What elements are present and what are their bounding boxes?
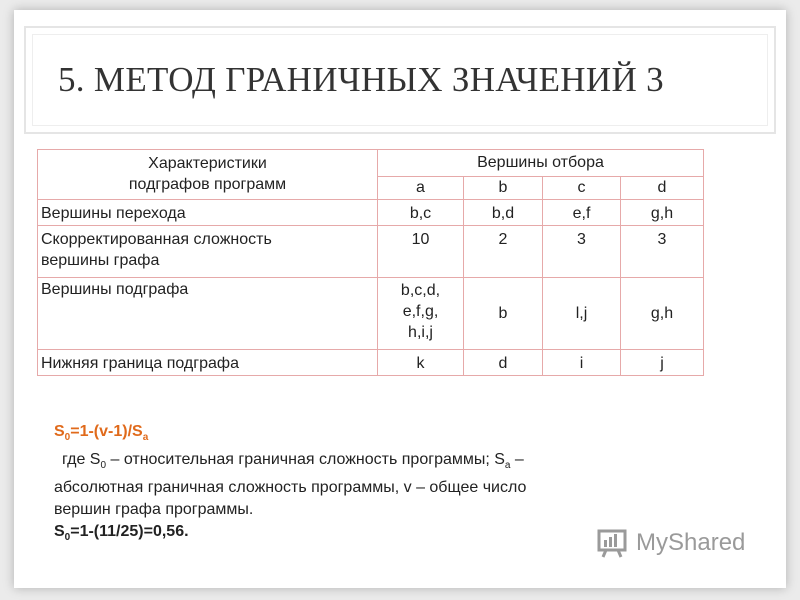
- table-cell: b: [464, 278, 543, 350]
- table-cell: k: [378, 350, 464, 376]
- formula-symbol: S: [54, 423, 65, 440]
- watermark-text: MyShared: [636, 529, 746, 556]
- table-cell: b,d: [464, 200, 543, 226]
- desc-text: где S: [62, 451, 101, 469]
- formula-subscript: a: [142, 432, 149, 444]
- row-label-corrected-complexity: [38, 226, 378, 278]
- row-label-line2: вершины графа: [41, 252, 160, 269]
- row-label-subgraph-lower-bound: Нижняя граница подграфа: [38, 350, 378, 376]
- formula-description: [54, 449, 754, 477]
- table-cell: 3: [543, 226, 621, 278]
- corner-label-line1: Характеристики: [148, 155, 267, 172]
- row-label-subgraph-vertices: Вершины подграфа: [38, 278, 378, 350]
- result-subscript: 0: [64, 532, 71, 544]
- formula-definition: [54, 421, 754, 449]
- column-header-b: b: [464, 177, 543, 200]
- group-header-cell: Вершины отбора: [378, 150, 704, 177]
- slide-title: 5. МЕТОД ГРАНИЧНЫХ ЗНАЧЕНИЙ 3: [58, 60, 664, 99]
- table-cell: [378, 278, 464, 350]
- presentation-board-icon: [596, 528, 630, 558]
- result-symbol: S: [54, 523, 65, 541]
- cell-line: h,i,j: [408, 324, 433, 341]
- table-row: [38, 278, 704, 350]
- row-label-line1: Скорректированная сложность: [41, 231, 272, 248]
- row-label-transition-vertices: Вершины перехода: [38, 200, 378, 226]
- cell-line: b,c,d,: [400, 282, 441, 299]
- table-cell: 2: [464, 226, 543, 278]
- cell-line: e,f,g,: [402, 303, 439, 320]
- column-header-d: d: [621, 177, 704, 200]
- table-cell: e,f: [543, 200, 621, 226]
- characteristics-table: [37, 149, 704, 376]
- table-cell: 10: [378, 226, 464, 278]
- column-header-a: a: [378, 177, 464, 200]
- table-cell: g,h: [621, 278, 704, 350]
- table-row: [38, 200, 704, 226]
- desc-text: – относительная граничная сложность программы; S: [106, 451, 505, 469]
- table-row: [38, 350, 704, 376]
- table-cell: 3: [621, 226, 704, 278]
- table-cell: l,j: [543, 278, 621, 350]
- corner-header-cell: [38, 150, 378, 200]
- desc-subscript: 0: [100, 460, 107, 472]
- formula-description-line3: вершин графа программы.: [54, 501, 254, 519]
- table-cell: d: [464, 350, 543, 376]
- formula-subscript: 0: [64, 432, 71, 444]
- table-cell: j: [621, 350, 704, 376]
- table-row: [38, 226, 704, 278]
- myshared-watermark: [596, 528, 745, 558]
- formula-description-line2: абсолютная граничная сложность программы, v – общее число: [54, 479, 527, 497]
- formula-expression: =1-(v-1)/S: [70, 423, 143, 440]
- table-cell: b,c: [378, 200, 464, 226]
- result-expression: =1-(11/25)=0,56.: [70, 523, 189, 541]
- desc-text: –: [510, 451, 524, 469]
- desc-subscript: a: [504, 460, 511, 472]
- table-header-row: [38, 150, 704, 177]
- column-header-c: c: [543, 177, 621, 200]
- table-cell: i: [543, 350, 621, 376]
- table-cell: g,h: [621, 200, 704, 226]
- corner-label-line2: подграфов программ: [128, 176, 287, 193]
